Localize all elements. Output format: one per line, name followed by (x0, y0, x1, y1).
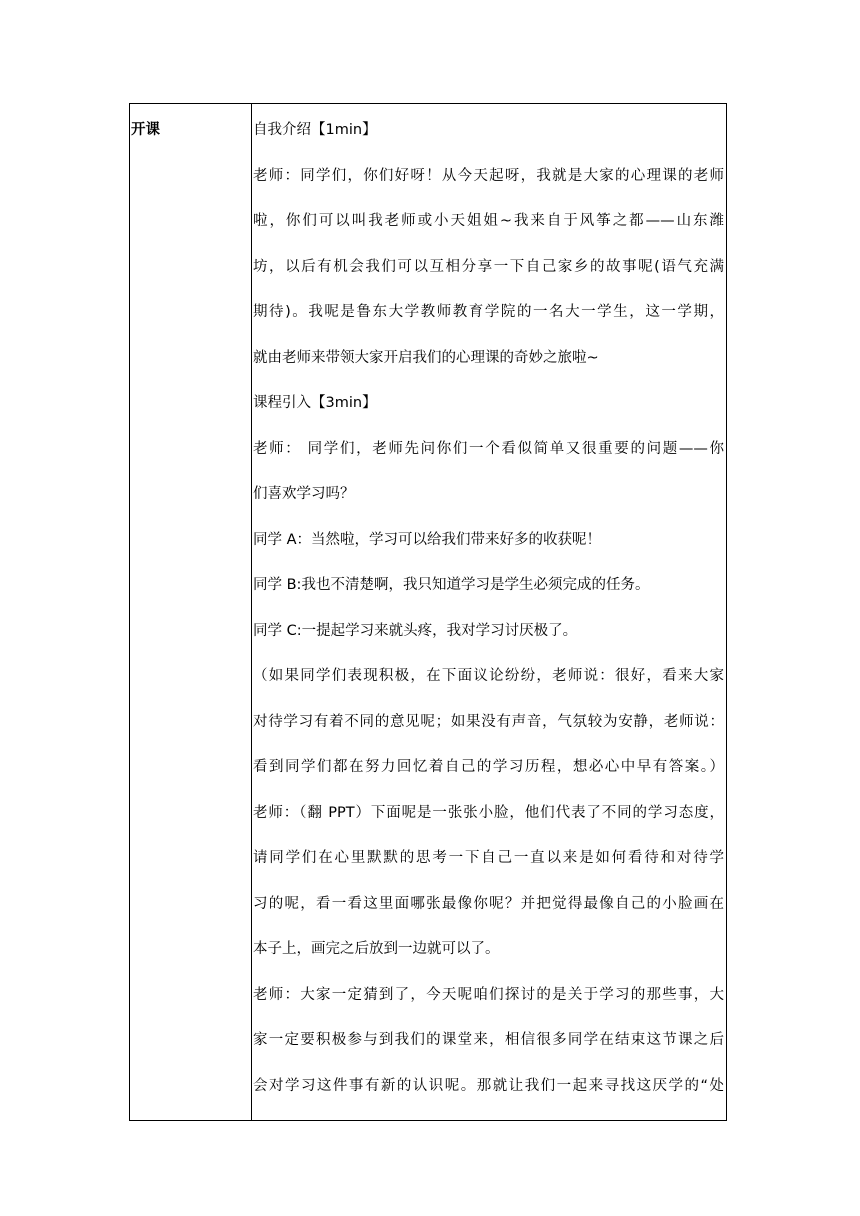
content-line: 老师：同学们，你们好呀！从今天起呀，我就是大家的心理课的老师 (253, 167, 724, 184)
table-row (130, 104, 727, 1121)
section-label: 开课 (131, 122, 160, 138)
content-line: 坊，以后有机会我们可以互相分享一下自己家乡的故事呢(语气充满 (253, 258, 724, 275)
content-line: 同学 C:一提起学习来就头疼，我对学习讨厌极了。 (253, 622, 578, 639)
content-line: 老师： 同学们，老师先问你们一个看似简单又很重要的问题——你 (253, 440, 724, 457)
content-line: 期待)。我呢是鲁东大学教师教育学院的一名大一学生，这一学期， (253, 304, 724, 320)
content-line: 们喜欢学习吗？ (253, 486, 355, 502)
content-line: 对待学习有着不同的意见呢；如果没有声音，气氛较为安静，老师说： (253, 713, 724, 730)
content-line: 课程引入【3min】 (253, 395, 377, 411)
content-line: （如果同学们表现积极，在下面议论纷纷，老师说：很好，看来大家 (253, 668, 724, 684)
content-line: 同学 A：当然啦，学习可以给我们带来好多的收获呢！ (253, 531, 602, 548)
content-line: 看到同学们都在努力回忆着自己的学习历程，想必心中早有答案。） (253, 759, 724, 775)
lesson-plan-table (129, 103, 727, 1121)
section-label-cell (130, 104, 252, 1121)
content-line: 习的呢，看一看这里面哪张最像你呢？并把觉得最像自己的小脸画在 (253, 895, 724, 912)
content-line: 本子上，画完之后放到一边就可以了。 (253, 941, 500, 957)
section-content-cell (252, 104, 727, 1121)
content-line: 老师：（翻 PPT）下面呢是一张张小脸，他们代表了不同的学习态度， (253, 804, 724, 821)
content-line: 啦，你们可以叫我老师或小天姐姐~我来自于风筝之都——山东潍 (253, 213, 724, 229)
content-line: 自我介绍【1min】 (253, 122, 377, 138)
content-line: 老师：大家一定猜到了，今天呢咱们探讨的是关于学习的那些事，大 (253, 986, 724, 1003)
content-line: 会对学习这件事有新的认识呢。那就让我们一起来寻找这厌学的“处 (253, 1077, 724, 1094)
content-line: 家一定要积极参与到我们的课堂来，相信很多同学在结束这节课之后 (253, 1032, 724, 1048)
content-line: 请同学们在心里默默的思考一下自己一直以来是如何看待和对待学 (253, 850, 724, 866)
lesson-content (252, 104, 726, 1120)
content-line: 就由老师来带领大家开启我们的心理课的奇妙之旅啦~ (253, 349, 599, 366)
content-line: 同学 B:我也不清楚啊，我只知道学习是学生必须完成的任务。 (253, 577, 650, 593)
